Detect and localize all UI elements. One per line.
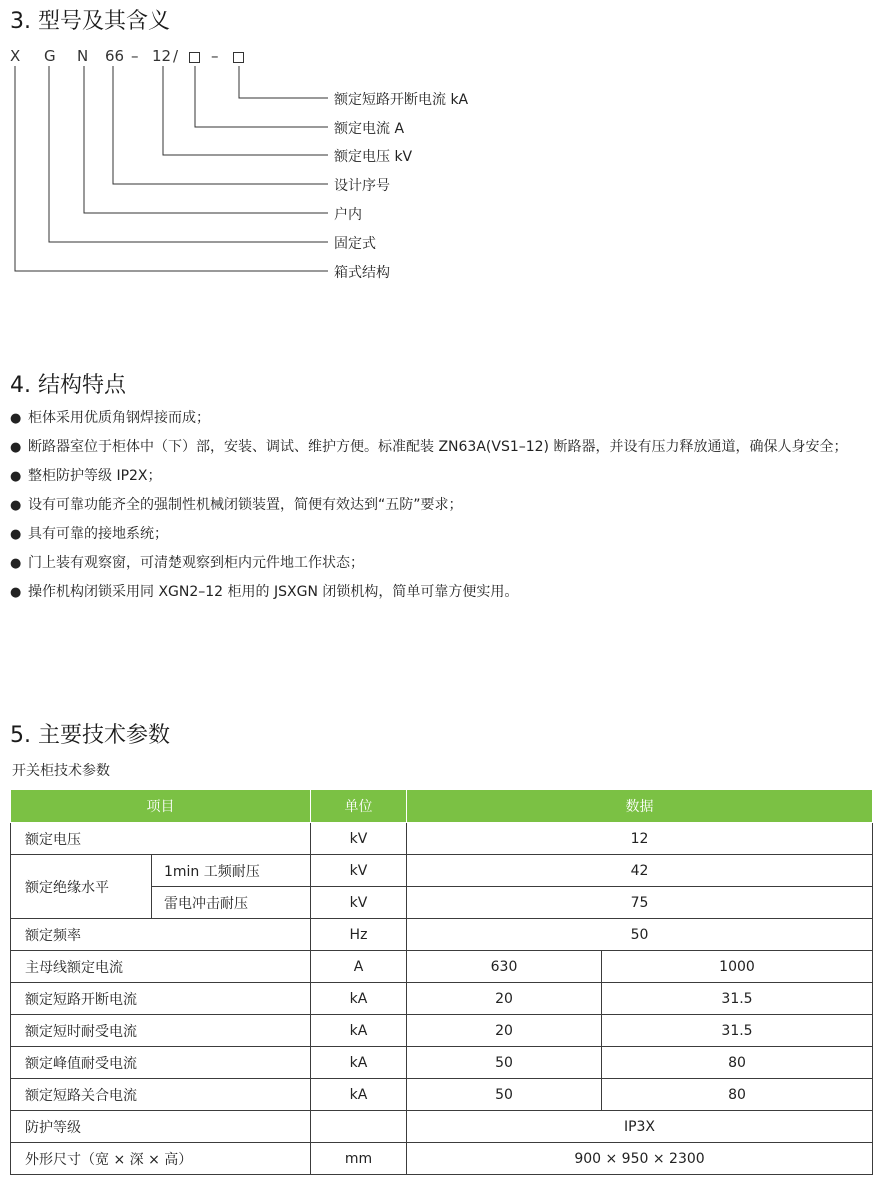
row-label: 外形尺寸（宽 × 深 × 高） bbox=[11, 1143, 311, 1175]
header-data: 数据 bbox=[407, 790, 873, 823]
table-row bbox=[11, 1047, 873, 1079]
row-label: 额定电压 bbox=[11, 823, 311, 855]
code-char-g: G bbox=[44, 47, 56, 65]
row-label: 主母线额定电流 bbox=[11, 951, 311, 983]
row-unit: kA bbox=[311, 1079, 407, 1111]
row-value: 50 bbox=[407, 919, 873, 951]
row-unit: kA bbox=[311, 1015, 407, 1047]
row-label: 额定频率 bbox=[11, 919, 311, 951]
bullet-icon: ● bbox=[10, 527, 22, 542]
bullet-icon: ● bbox=[10, 440, 22, 455]
table-row bbox=[11, 951, 873, 983]
code-char-n: N bbox=[77, 47, 89, 65]
row-value-1: 630 bbox=[407, 951, 602, 983]
row-label: 额定短路关合电流 bbox=[11, 1079, 311, 1111]
feature-item: ● 设有可靠功能齐全的强制性机械闭锁装置，简便有效达到“五防”要求； bbox=[10, 491, 875, 520]
row-value: 12 bbox=[407, 823, 873, 855]
row-unit: kV bbox=[311, 887, 407, 919]
leader-line-current bbox=[195, 66, 328, 127]
table-row bbox=[11, 1079, 873, 1111]
row-value-2: 80 bbox=[602, 1047, 873, 1079]
row-value-1: 20 bbox=[407, 983, 602, 1015]
table-row bbox=[11, 1143, 873, 1175]
row-label: 额定绝缘水平 bbox=[11, 855, 152, 919]
section-5-title: 5. 主要技术参数 bbox=[10, 723, 170, 748]
legend-breaking-current: 额定短路开断电流 kA bbox=[334, 92, 469, 108]
table-caption: 开关柜技术参数 bbox=[12, 763, 110, 779]
feature-item: ● 具有可靠的接地系统； bbox=[10, 520, 875, 549]
row-value-2: 80 bbox=[602, 1079, 873, 1111]
row-value: 75 bbox=[407, 887, 873, 919]
legend-box-structure: 箱式结构 bbox=[334, 265, 390, 281]
row-label: 额定短路开断电流 bbox=[11, 983, 311, 1015]
row-unit: kA bbox=[311, 983, 407, 1015]
row-value: 42 bbox=[407, 855, 873, 887]
header-item: 项目 bbox=[11, 790, 311, 823]
bullet-icon: ● bbox=[10, 585, 22, 600]
row-label: 防护等级 bbox=[11, 1111, 311, 1143]
table-row bbox=[11, 983, 873, 1015]
feature-item: ● 门上装有观察窗，可清楚观察到柜内元件地工作状态； bbox=[10, 549, 875, 578]
feature-item: ● 操作机构闭锁采用同 XGN2–12 柜用的 JSXGN 闭锁机构，简单可靠方便实用。 bbox=[10, 578, 875, 607]
row-value: 900 × 950 × 2300 bbox=[407, 1143, 873, 1175]
bullet-icon: ● bbox=[10, 498, 22, 513]
table-row bbox=[11, 823, 873, 855]
spec-table bbox=[10, 789, 873, 1175]
header-unit: 单位 bbox=[311, 790, 407, 823]
row-unit: kV bbox=[311, 855, 407, 887]
feature-item: ● 断路器室位于柜体中（下）部，安装、调试、维护方便。标准配装 ZN63A(VS1–12) 断路器，并设有压力释放通道，确保人身安全； bbox=[10, 433, 875, 462]
row-value-2: 31.5 bbox=[602, 1015, 873, 1047]
code-char-dash-2: – bbox=[211, 47, 219, 65]
table-row bbox=[11, 1111, 873, 1143]
row-unit: mm bbox=[311, 1143, 407, 1175]
row-unit: kA bbox=[311, 1047, 407, 1079]
code-char-66: 66 bbox=[105, 47, 125, 65]
row-unit: A bbox=[311, 951, 407, 983]
legend-rated-voltage: 额定电压 kV bbox=[334, 149, 413, 165]
table-row bbox=[11, 919, 873, 951]
row-unit: kV bbox=[311, 823, 407, 855]
legend-design-serial: 设计序号 bbox=[334, 178, 390, 194]
bullet-icon: ● bbox=[10, 469, 22, 484]
model-code-leader-lines bbox=[0, 0, 880, 300]
feature-item: ● 柜体采用优质角钢焊接而成； bbox=[10, 404, 875, 433]
leader-line-indoor bbox=[84, 66, 328, 213]
leader-line-voltage bbox=[163, 66, 328, 155]
row-label: 额定峰值耐受电流 bbox=[11, 1047, 311, 1079]
bullet-icon: ● bbox=[10, 411, 22, 426]
code-char-12: 12 bbox=[152, 47, 172, 65]
leader-line-design bbox=[113, 66, 328, 184]
code-char-x: X bbox=[10, 47, 21, 65]
legend-fixed-type: 固定式 bbox=[334, 236, 376, 252]
row-unit bbox=[311, 1111, 407, 1143]
row-value-2: 31.5 bbox=[602, 983, 873, 1015]
row-sublabel: 1min 工频耐压 bbox=[152, 855, 311, 887]
row-value: IP3X bbox=[407, 1111, 873, 1143]
table-row bbox=[11, 855, 873, 887]
section-3-title: 3. 型号及其含义 bbox=[10, 9, 170, 34]
legend-rated-current: 额定电流 A bbox=[334, 121, 405, 137]
row-label: 额定短时耐受电流 bbox=[11, 1015, 311, 1047]
leader-line-breaking bbox=[239, 66, 328, 98]
bullet-icon: ● bbox=[10, 556, 22, 571]
row-value-1: 50 bbox=[407, 1079, 602, 1111]
leader-line-fixed bbox=[49, 66, 328, 242]
row-value-1: 50 bbox=[407, 1047, 602, 1079]
code-char-dash-1: – bbox=[131, 47, 139, 65]
leader-line-box bbox=[15, 66, 328, 271]
row-sublabel: 雷电冲击耐压 bbox=[152, 887, 311, 919]
code-char-slash: / bbox=[173, 47, 179, 65]
row-value-1: 20 bbox=[407, 1015, 602, 1047]
section-4-title: 4. 结构特点 bbox=[10, 373, 126, 398]
table-header-row bbox=[11, 790, 873, 823]
row-unit: Hz bbox=[311, 919, 407, 951]
table-row bbox=[11, 1015, 873, 1047]
feature-list bbox=[10, 404, 875, 607]
feature-item: ● 整柜防护等级 IP2X； bbox=[10, 462, 875, 491]
legend-indoor: 户内 bbox=[334, 207, 362, 223]
row-value-2: 1000 bbox=[602, 951, 873, 983]
